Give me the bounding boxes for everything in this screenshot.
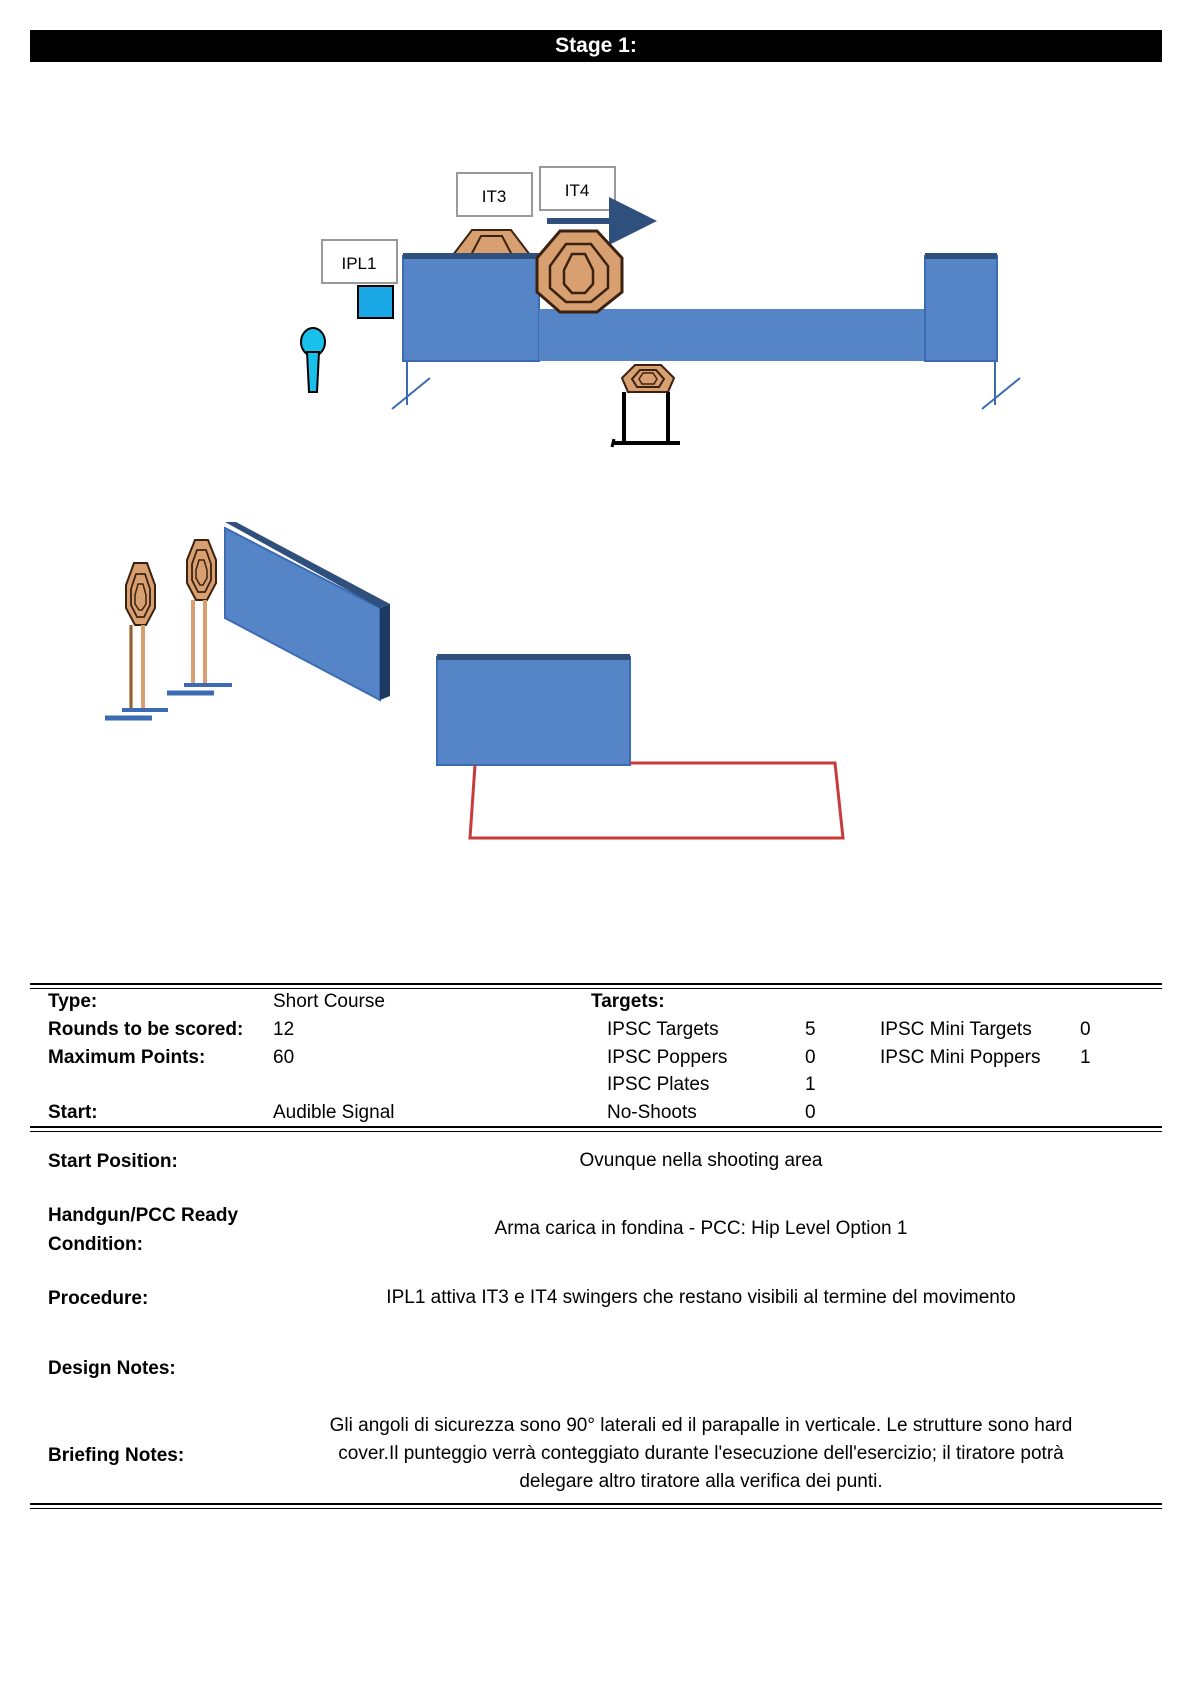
target-it3 bbox=[453, 230, 530, 255]
mini-popper bbox=[301, 328, 325, 392]
shooting-box bbox=[470, 763, 843, 838]
max-points-value: 60 bbox=[273, 1047, 295, 1068]
label-box-it4 bbox=[540, 167, 615, 210]
ipsc-targets-name: IPSC Targets bbox=[607, 1019, 719, 1040]
ipsc-mini-targets-name: IPSC Mini Targets bbox=[880, 1019, 1032, 1040]
rounds-value: 12 bbox=[273, 1019, 295, 1040]
start-position-value: Ovunque nella shooting area bbox=[579, 1150, 823, 1171]
ready-condition-label-2: Condition: bbox=[48, 1234, 143, 1255]
label-box-it3 bbox=[457, 173, 532, 216]
no-shoots-count: 0 bbox=[805, 1102, 816, 1123]
ipsc-plates-count: 1 bbox=[805, 1074, 816, 1095]
table-mid-rule-inner bbox=[30, 1131, 1162, 1132]
start-value: Audible Signal bbox=[273, 1102, 395, 1123]
ipsc-poppers-name: IPSC Poppers bbox=[607, 1047, 728, 1068]
stage-diagram bbox=[0, 60, 1190, 960]
label-ipl1: IPL1 bbox=[341, 254, 377, 273]
max-points-label: Maximum Points: bbox=[48, 1047, 206, 1068]
table-top-rule bbox=[30, 983, 1162, 985]
ipsc-mini-targets-count: 0 bbox=[1080, 1019, 1091, 1040]
label-box-ipl1 bbox=[322, 240, 397, 283]
label-it4: IT4 bbox=[564, 181, 590, 200]
rounds-label: Rounds to be scored: bbox=[48, 1019, 244, 1040]
ipsc-mini-poppers-name: IPSC Mini Poppers bbox=[880, 1047, 1041, 1068]
target-stand-center bbox=[612, 365, 680, 447]
wall-left-block bbox=[403, 256, 539, 361]
start-label: Start: bbox=[48, 1102, 98, 1123]
briefing-line-2: cover.Il punteggio verrà conteggiato durante l'esecuzione dell'esercizio; il tiratore potrà bbox=[338, 1443, 1064, 1464]
stage-title: Stage 1: bbox=[30, 30, 1162, 62]
ipsc-targets-count: 5 bbox=[805, 1019, 816, 1040]
wall-legs bbox=[392, 361, 1020, 409]
wall-lower-block bbox=[437, 657, 630, 765]
ipsc-poppers-count: 0 bbox=[805, 1047, 816, 1068]
table-mid-rule bbox=[30, 1126, 1162, 1128]
type-label: Type: bbox=[48, 991, 98, 1012]
briefing-line-1: Gli angoli di sicurezza sono 90° laterali ed il parapalle in verticale. Le strutture sono hard bbox=[329, 1415, 1073, 1436]
design-notes-label: Design Notes: bbox=[48, 1358, 176, 1379]
briefing-line-3: delegare altro tiratore alla verifica dei punti. bbox=[519, 1471, 883, 1492]
plate-ipl1 bbox=[358, 286, 393, 318]
target-it4 bbox=[537, 231, 622, 312]
procedure-value: IPL1 attiva IT3 e IT4 swingers che restano visibili al termine del movimento bbox=[386, 1287, 1016, 1308]
type-value: Short Course bbox=[273, 991, 385, 1012]
table-bottom-rule-inner bbox=[30, 1508, 1162, 1509]
label-it3: IT3 bbox=[481, 187, 507, 206]
procedure-label: Procedure: bbox=[48, 1288, 149, 1309]
table-bottom-rule bbox=[30, 1503, 1162, 1505]
ipsc-plates-name: IPSC Plates bbox=[607, 1074, 710, 1095]
wall-beam bbox=[539, 309, 925, 361]
ready-condition-value: Arma carica in fondina - PCC: Hip Level Option 1 bbox=[494, 1218, 908, 1239]
wall-right-block bbox=[925, 256, 997, 361]
no-shoots-name: No-Shoots bbox=[607, 1102, 697, 1123]
targets-label: Targets: bbox=[591, 991, 665, 1012]
start-position-label: Start Position: bbox=[48, 1151, 178, 1172]
ipsc-mini-poppers-count: 1 bbox=[1080, 1047, 1091, 1068]
briefing-notes-label: Briefing Notes: bbox=[48, 1445, 185, 1466]
ready-condition-label-1: Handgun/PCC Ready bbox=[48, 1205, 239, 1226]
table-top-rule-inner bbox=[30, 988, 1162, 989]
target-left-2 bbox=[167, 540, 232, 693]
target-left-1 bbox=[105, 563, 168, 718]
wall-angled bbox=[225, 522, 390, 700]
